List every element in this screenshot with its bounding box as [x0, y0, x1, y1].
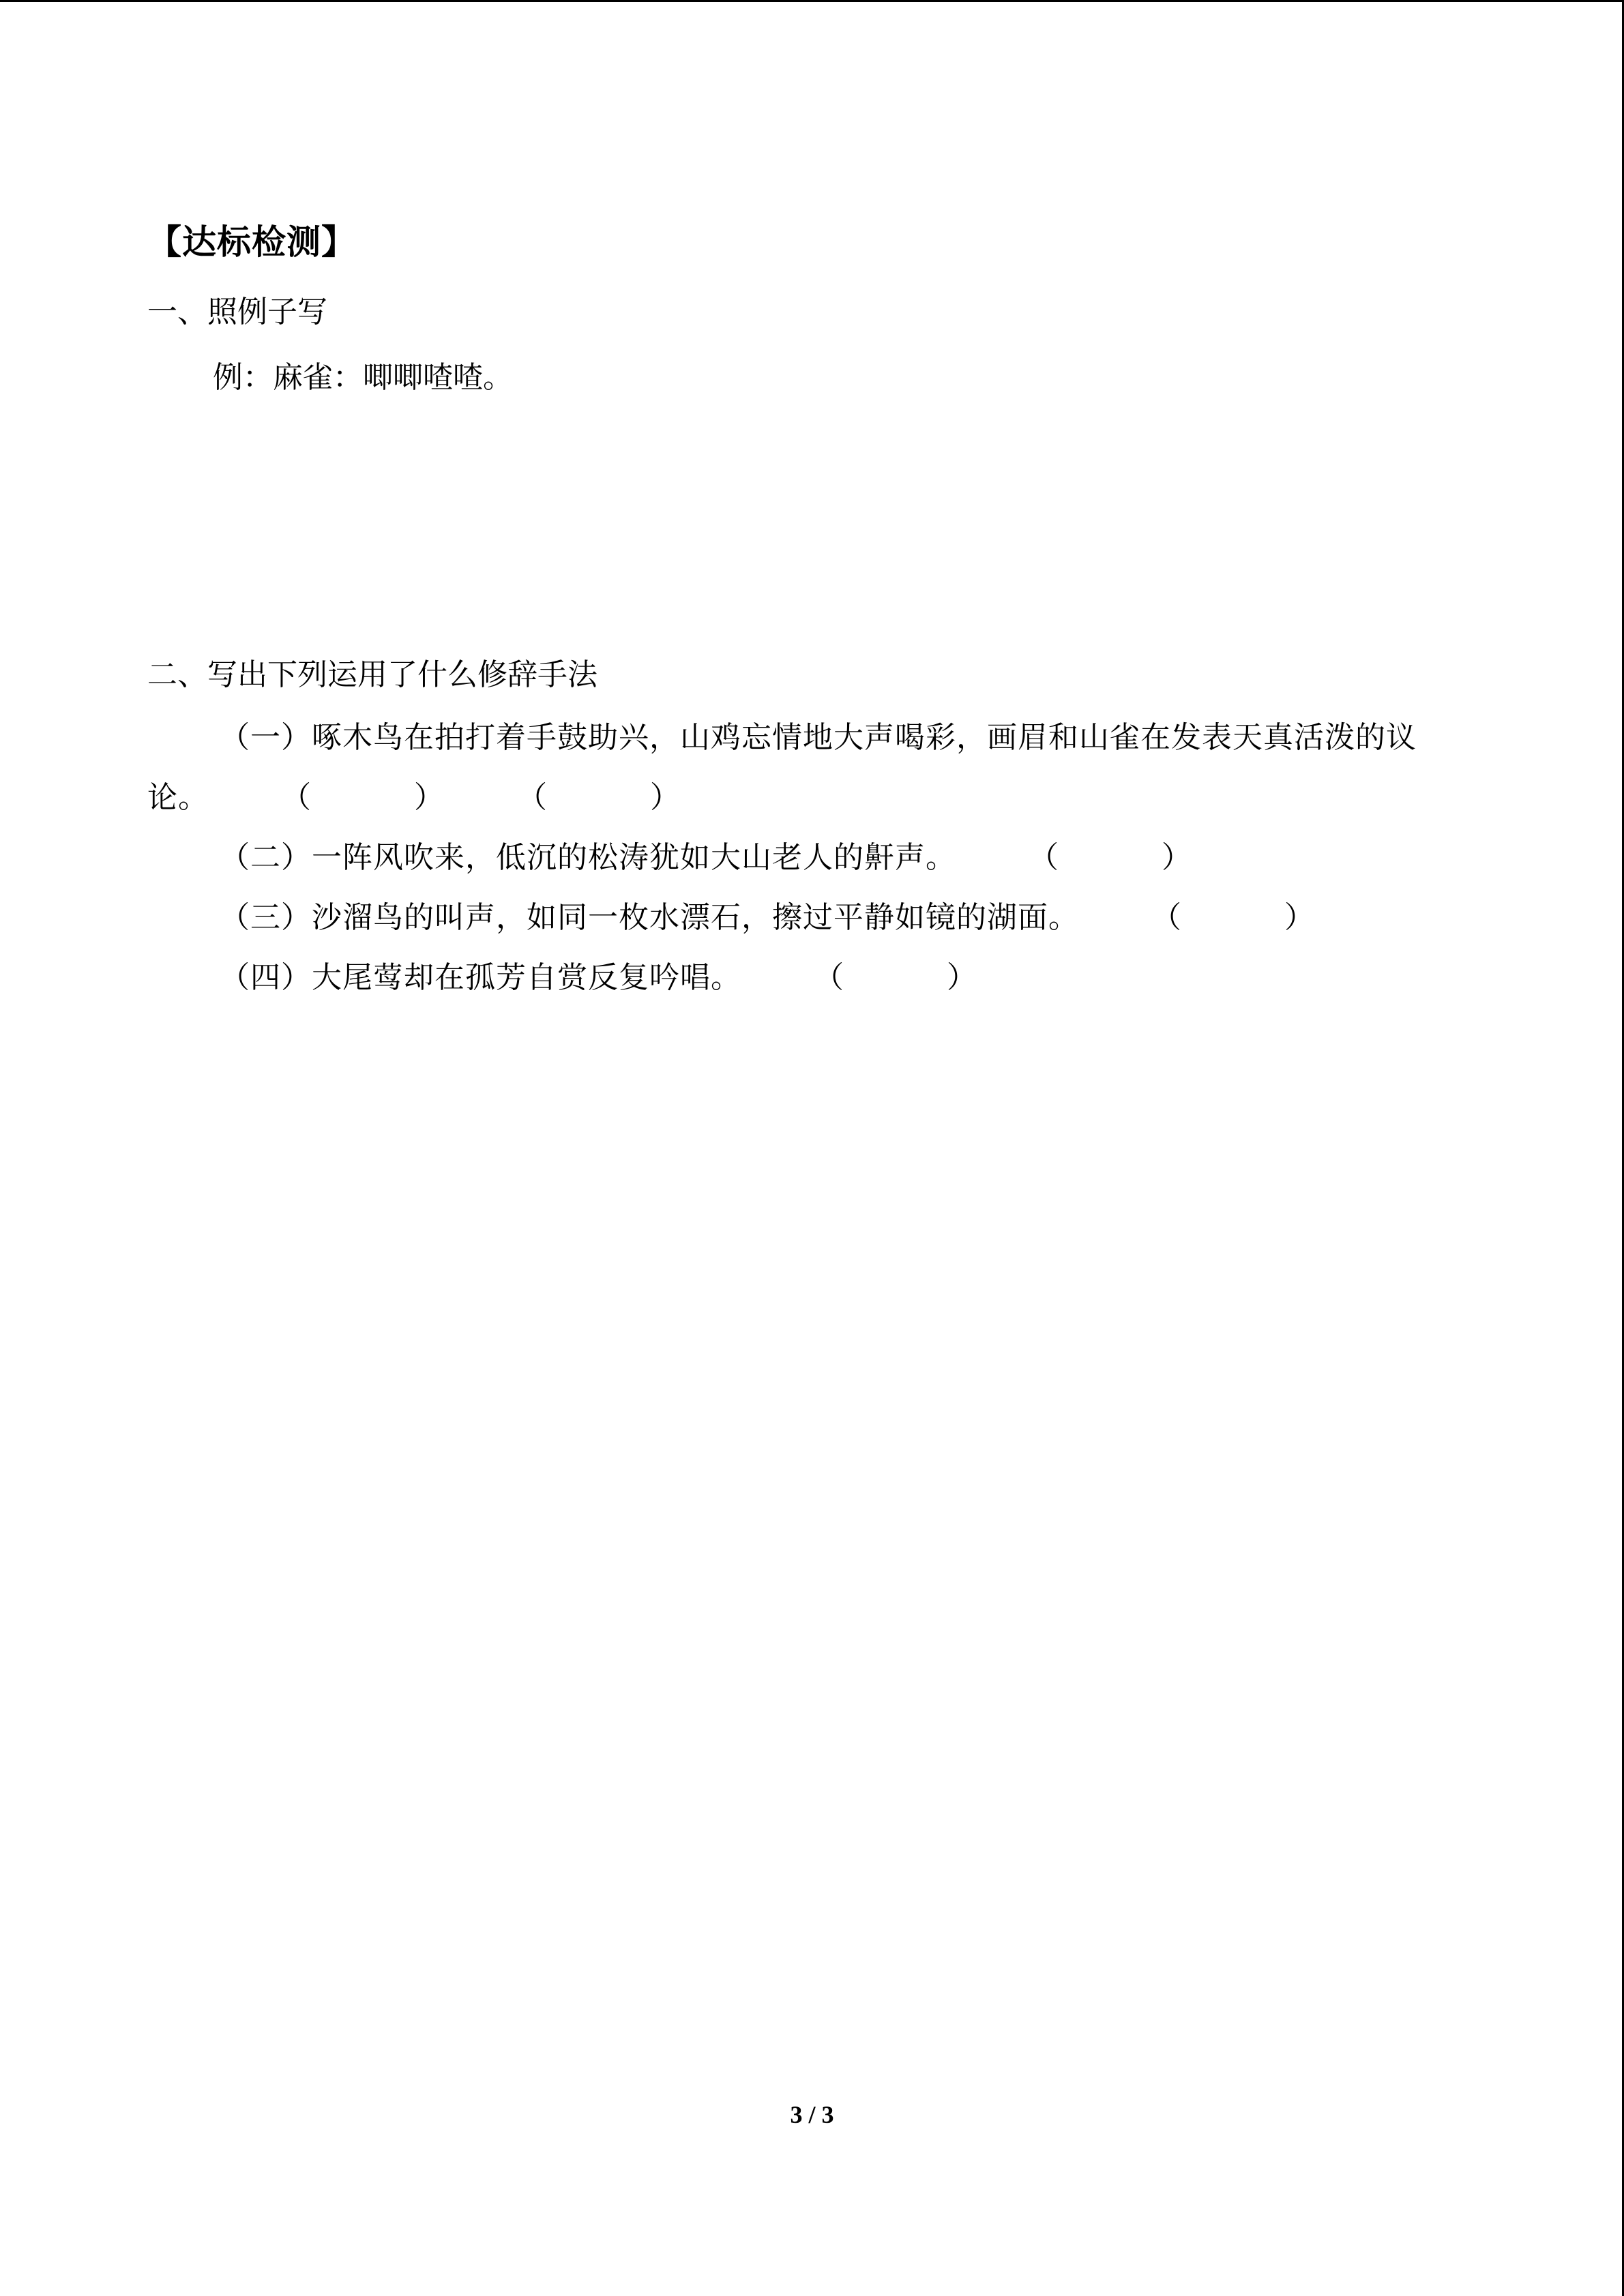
- question-1-text: （一）啄木鸟在拍打着手鼓助兴，山鸡忘情地大声喝彩，画眉和山雀在发表天真活泼的议论。: [147, 720, 1417, 815]
- section-title: 【达标检测】: [147, 222, 356, 262]
- part2-heading: 二、写出下列运用了什么修辞手法: [147, 657, 597, 692]
- question-4-blank[interactable]: （ ）: [814, 960, 977, 995]
- page-number: 3 / 3: [790, 2101, 834, 2128]
- question-3: [147, 888, 1477, 948]
- answer-space: [147, 411, 1477, 642]
- question-4-text: （四）大尾莺却在孤芳自赏反复吟唱。: [220, 960, 741, 995]
- question-2-text: （二）一阵风吹来，低沉的松涛犹如大山老人的鼾声。: [220, 840, 956, 875]
- question-1-blank-b[interactable]: （ ）: [517, 780, 681, 815]
- document-body: [147, 205, 1477, 1008]
- question-1-blank-a[interactable]: （ ）: [281, 780, 445, 815]
- part1-heading: 一、照例子写: [147, 295, 327, 329]
- part1-example: 例：麻雀：唧唧喳喳。: [213, 360, 513, 395]
- question-2-blank[interactable]: （ ）: [1029, 840, 1192, 875]
- question-3-blank[interactable]: （ ）: [1151, 900, 1315, 935]
- question-4: [147, 948, 1477, 1008]
- question-2: [147, 828, 1477, 888]
- question-3-text: （三）沙溜鸟的叫声，如同一枚水漂石，擦过平静如镜的湖面。: [220, 900, 1079, 935]
- question-1: [147, 708, 1477, 828]
- page-border-top: [0, 0, 1624, 2]
